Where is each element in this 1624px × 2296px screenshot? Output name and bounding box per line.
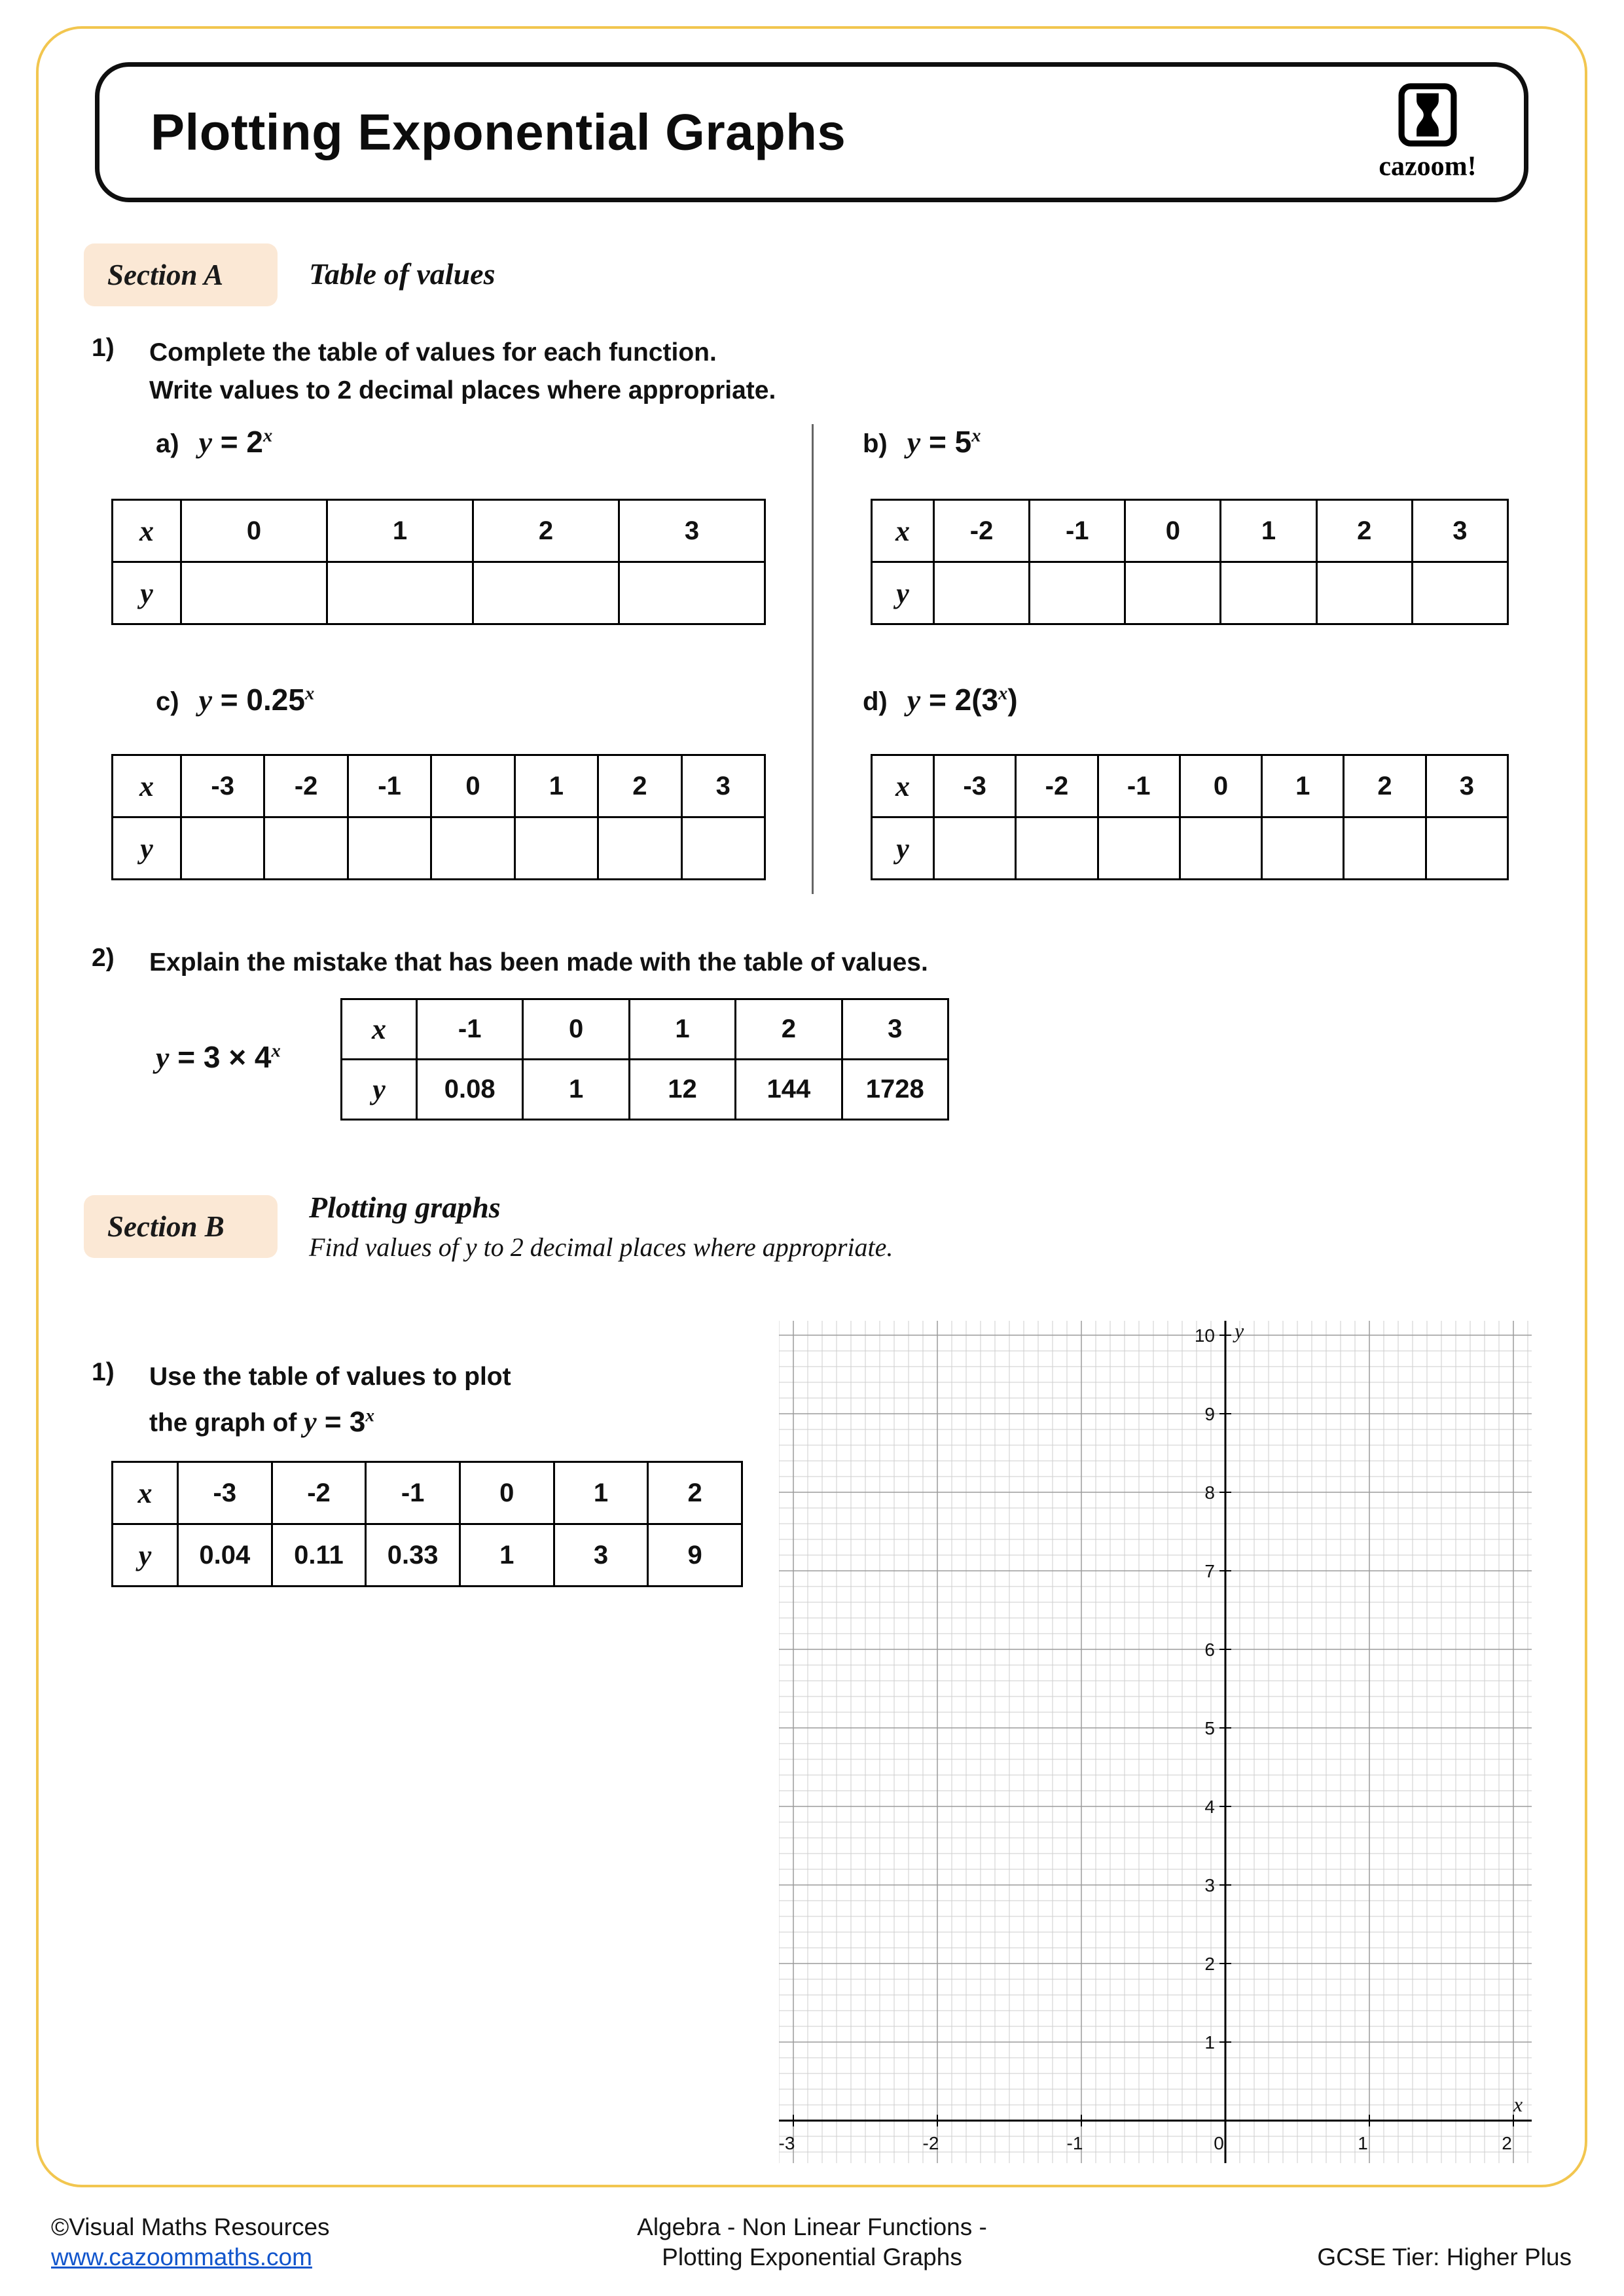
y-value-cell: 3 <box>554 1524 648 1587</box>
x-value-cell: 0 <box>181 500 327 562</box>
table-q2 <box>340 998 949 1121</box>
x-value-cell: -3 <box>178 1462 272 1524</box>
x-value-cell: 2 <box>1344 755 1426 817</box>
answer-cell <box>1426 817 1507 880</box>
answer-cell <box>348 817 431 880</box>
part-a-label: a) <box>156 429 179 458</box>
column-divider <box>812 424 814 894</box>
y-header-cell: y <box>872 562 934 624</box>
svg-text:-2: -2 <box>922 2133 939 2153</box>
x-value-cell: 3 <box>1412 500 1507 562</box>
x-value-cell: 0 <box>431 755 514 817</box>
x-value-cell: 0 <box>523 999 629 1060</box>
answer-cell <box>1262 817 1344 880</box>
svg-text:1: 1 <box>1204 2032 1215 2053</box>
answer-cell <box>598 817 681 880</box>
x-value-cell: 0 <box>1180 755 1261 817</box>
graph-svg <box>779 1321 1532 2163</box>
answer-cell <box>1016 817 1098 880</box>
y-header-cell: y <box>113 1524 178 1587</box>
x-value-cell: 3 <box>1426 755 1507 817</box>
x-value-cell: -1 <box>1030 500 1125 562</box>
answer-cell <box>1125 562 1221 624</box>
part-c <box>156 682 314 717</box>
svg-text:y: y <box>1235 1321 1244 1342</box>
header-box <box>95 62 1528 202</box>
graph <box>779 1321 1532 2163</box>
x-value-cell: 2 <box>1316 500 1412 562</box>
x-value-cell: 1 <box>1221 500 1316 562</box>
svg-text:4: 4 <box>1204 1797 1215 1817</box>
x-header-cell: x <box>872 755 934 817</box>
x-value-cell: -2 <box>1016 755 1098 817</box>
part-c-function: $y = 0.25^x$ <box>198 683 315 717</box>
x-value-cell: -2 <box>934 500 1030 562</box>
cazoom-logo-icon <box>1398 82 1458 148</box>
footer-copyright: ©Visual Maths Resources <box>51 2214 330 2240</box>
x-value-cell: -2 <box>264 755 348 817</box>
part-d-function: $y = 2(3^x)$ <box>907 683 1018 717</box>
b-q1-function: $y = 3^x$ <box>304 1405 374 1438</box>
svg-text:6: 6 <box>1204 1640 1215 1660</box>
x-value-cell: 0 <box>1125 500 1221 562</box>
q2-number: 2) <box>92 944 115 972</box>
table-a <box>111 499 766 625</box>
part-a <box>156 424 272 459</box>
x-value-cell: 1 <box>1262 755 1344 817</box>
part-d-label: d) <box>863 687 888 716</box>
answer-cell <box>934 817 1016 880</box>
answer-cell <box>1180 817 1261 880</box>
table-section-b <box>111 1461 743 1587</box>
x-value-cell: -2 <box>272 1462 366 1524</box>
answer-cell <box>473 562 619 624</box>
footer-link-wrap <box>51 2244 312 2271</box>
cazoom-logo-text: cazoom! <box>1379 151 1477 182</box>
table-b <box>871 499 1509 625</box>
y-header-cell: y <box>342 1060 417 1120</box>
part-c-label: c) <box>156 687 179 716</box>
table-d <box>871 754 1509 880</box>
x-value-cell: 2 <box>473 500 619 562</box>
x-header-cell: x <box>342 999 417 1060</box>
answer-cell <box>264 817 348 880</box>
svg-text:3: 3 <box>1204 1875 1215 1895</box>
q2-function: $y = 3 \times 4^x$ <box>156 1040 281 1074</box>
x-value-cell: 2 <box>648 1462 742 1524</box>
part-a-function: $y = 2^x$ <box>198 425 273 459</box>
y-value-cell: 0.04 <box>178 1524 272 1587</box>
y-value-cell: 0.11 <box>272 1524 366 1587</box>
y-value-cell: 1 <box>460 1524 554 1587</box>
y-value-cell: 1728 <box>842 1060 948 1120</box>
y-value-cell: 0.33 <box>366 1524 460 1587</box>
answer-cell <box>1316 562 1412 624</box>
section-a-badge: Section A <box>84 243 278 306</box>
answer-cell <box>1221 562 1316 624</box>
x-value-cell: 2 <box>598 755 681 817</box>
x-value-cell: 2 <box>736 999 842 1060</box>
part-b-label: b) <box>863 429 888 458</box>
x-value-cell: -3 <box>181 755 264 817</box>
footer-tier: GCSE Tier: Higher Plus <box>1317 2244 1572 2270</box>
b-q1-number: 1) <box>92 1358 115 1386</box>
svg-text:-1: -1 <box>1066 2133 1083 2153</box>
svg-text:2: 2 <box>1204 1954 1215 1974</box>
part-d <box>863 682 1018 717</box>
section-b-heading: Plotting graphs <box>309 1191 501 1224</box>
x-value-cell: -3 <box>934 755 1016 817</box>
part-b-function: $y = 5^x$ <box>907 425 981 459</box>
answer-cell <box>681 817 765 880</box>
section-a-heading: Table of values <box>309 257 496 291</box>
x-value-cell: 3 <box>619 500 765 562</box>
svg-text:9: 9 <box>1204 1404 1215 1424</box>
cazoom-logo <box>1372 82 1483 183</box>
q1-number: 1) <box>92 334 115 362</box>
page-title: Plotting Exponential Graphs <box>151 103 846 161</box>
answer-cell <box>181 817 264 880</box>
q2-text: Explain the mistake that has been made with the table of values. <box>149 948 928 977</box>
answer-cell <box>431 817 514 880</box>
answer-cell <box>1344 817 1426 880</box>
q1-text-line2: Write values to 2 decimal places where appropriate. <box>149 376 776 404</box>
b-q1-line2: the graph of $y = 3^x$ <box>149 1405 374 1438</box>
table-c <box>111 754 766 880</box>
answer-cell <box>934 562 1030 624</box>
answer-cell <box>1412 562 1507 624</box>
section-b-subheading: Find values of y to 2 decimal places where appropriate. <box>309 1232 893 1262</box>
x-value-cell: 3 <box>681 755 765 817</box>
b-q1-line1: Use the table of values to plot <box>149 1363 511 1391</box>
y-header-cell: y <box>113 562 181 624</box>
answer-cell <box>1030 562 1125 624</box>
footer-center-line1: Algebra - Non Linear Functions - <box>637 2214 987 2240</box>
section-b-badge: Section B <box>84 1195 278 1258</box>
x-value-cell: 0 <box>460 1462 554 1524</box>
footer-center-line2: Plotting Exponential Graphs <box>662 2244 962 2270</box>
x-value-cell: -1 <box>1098 755 1180 817</box>
y-header-cell: y <box>872 817 934 880</box>
y-value-cell: 12 <box>629 1060 735 1120</box>
x-value-cell: -1 <box>366 1462 460 1524</box>
q1-text-line1: Complete the table of values for each function. <box>149 338 717 367</box>
svg-text:0: 0 <box>1214 2133 1224 2153</box>
svg-text:10: 10 <box>1194 1325 1215 1346</box>
x-header-cell: x <box>113 1462 178 1524</box>
y-value-cell: 9 <box>648 1524 742 1587</box>
x-value-cell: -1 <box>417 999 523 1060</box>
x-value-cell: 1 <box>629 999 735 1060</box>
svg-text:1: 1 <box>1358 2133 1368 2153</box>
answer-cell <box>327 562 473 624</box>
y-header-cell: y <box>113 817 181 880</box>
x-value-cell: 1 <box>554 1462 648 1524</box>
x-value-cell: 1 <box>327 500 473 562</box>
svg-text:7: 7 <box>1204 1561 1215 1581</box>
answer-cell <box>1098 817 1180 880</box>
y-value-cell: 144 <box>736 1060 842 1120</box>
svg-text:x: x <box>1513 2092 1523 2116</box>
x-value-cell: 3 <box>842 999 948 1060</box>
x-header-cell: x <box>113 500 181 562</box>
answer-cell <box>514 817 598 880</box>
y-value-cell: 1 <box>523 1060 629 1120</box>
svg-text:-3: -3 <box>779 2133 795 2153</box>
answer-cell <box>181 562 327 624</box>
x-header-cell: x <box>113 755 181 817</box>
x-value-cell: 1 <box>514 755 598 817</box>
x-header-cell: x <box>872 500 934 562</box>
footer-link[interactable]: www.cazoommaths.com <box>51 2244 312 2270</box>
y-value-cell: 0.08 <box>417 1060 523 1120</box>
part-b <box>863 424 981 459</box>
svg-text:8: 8 <box>1204 1482 1215 1503</box>
x-value-cell: -1 <box>348 755 431 817</box>
answer-cell <box>619 562 765 624</box>
svg-text:5: 5 <box>1204 1718 1215 1738</box>
svg-text:2: 2 <box>1502 2133 1512 2153</box>
